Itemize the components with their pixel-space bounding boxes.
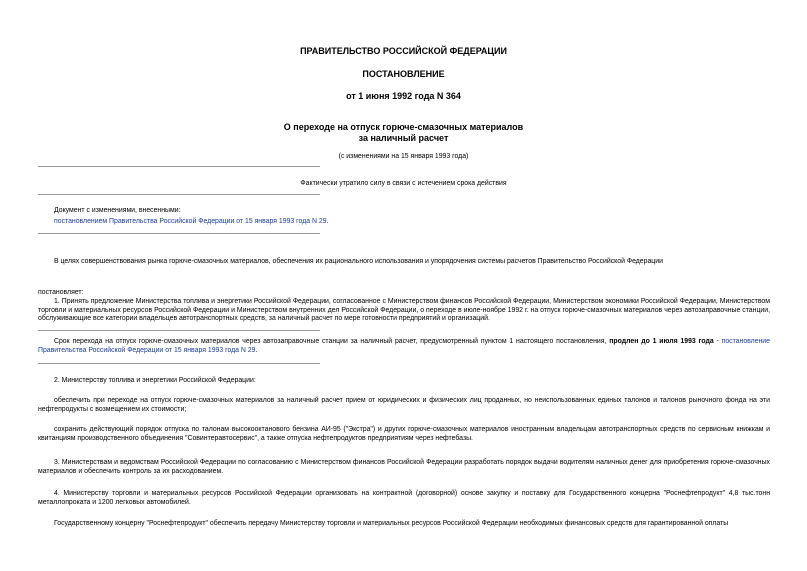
amendment-link[interactable]: постановление Правительства Российской Федерации от 15 января 1993 года N 29 (38, 338, 770, 354)
paragraph-3: 3. Министерствам и ведомствам Российской Федерации по согласованию с Министерством финансов Российской Федерации разработать порядок выдачи водителям наличных денег для приобретения горюче-смазочных материалов и обеспечить контроль за их расходованием. (38, 459, 770, 475)
paragraph-4b: Государственному концерну "Роснефтепродукт" обеспечить передачу Министерству торговли и материальных ресурсов Российской Федерации необходимых финансовых средств для гарантированной оплаты (54, 520, 729, 527)
amendments-note: (с изменениями на 15 января 1993 года) (338, 153, 469, 160)
preamble: В целях совершенствования рынка горюче-смазочных материалов, обеспечения их рационального использования и упорядочения системы расчетов Правительство Российской Федерации (54, 258, 663, 265)
divider (38, 363, 320, 364)
changes-label: Документ с изменениями, внесенными: (54, 207, 181, 214)
paragraph-1: 1. Принять предложение Министерства топлива и энергетики Российской Федерации, согласованное с Министерством финансов Российской Федерации, Министерством экономики Российской Федерации, Министерством торговли и материальных ресурсов Российской Федерации и Министерством внутренних дел Российской Федерации, о переходе в июле-ноябре 1992 г. на отпуск горюче-смазочных материалов через автозаправочные станции, обслуживающие все категории владельцев автотранспортных средств, за наличный расчет по мере готовности предприятий и организаций. (38, 298, 770, 323)
document-date-number: от 1 июня 1992 года N 364 (346, 91, 461, 101)
divider (38, 233, 320, 234)
government-name: ПРАВИТЕЛЬСТВО РОССИЙСКОЙ ФЕДЕРАЦИИ (300, 46, 507, 56)
document-type: ПОСТАНОВЛЕНИЕ (362, 69, 445, 79)
paragraph-2a: обеспечить при переходе на отпуск горюче-смазочных материалов за наличный расчет прием от юридических и физических лиц проданных, но неиспользованных единых талонов и талонов рыночного фонда на эти нефтепродукты с возмещением их стоимости; (38, 397, 770, 413)
status-note: Фактически утратило силу в связи с истечением срока действия (300, 180, 507, 187)
divider (38, 194, 320, 195)
amendment-note: Срок перехода на отпуск горюче-смазочных материалов через автозаправочные станции за наличный расчет, предусмотренный пунктом 1 настоящего постановления, продлен до 1 июля 1993 года - постановление Правительства Российской Федерации от 15 января 1993 года N 29. (38, 338, 770, 354)
document-title-line1: О переходе на отпуск горюче-смазочных материалов (283, 122, 524, 132)
paragraph-2: 2. Министерству топлива и энергетики Российской Федерации: (54, 377, 256, 384)
decree-word: постановляет: (38, 289, 84, 296)
paragraph-2b: сохранить действующий порядок отпуска по талонам высокооктанового бензина АИ-95 ("Экстра") и других горюче-смазочных материалов иностранным владельцам автотранспортных средств по сервисным книжкам и квитанциям производственного объединения "Совинтеравтосервис", а также отпуска нефтепродуктов предприятиям через нефтебазы. (38, 426, 770, 442)
document-title-line2: за наличный расчет (358, 133, 449, 143)
paragraph-4: 4. Министерству торговли и материальных ресурсов Российской Федерации организовать на контрактной (договорной) основе закупку и поставку для Государственного концерна "Роснефтепродукт" 4,8 тыс.тонн металлопроката и 1200 легковых автомобилей. (38, 490, 770, 506)
changes-link[interactable]: постановлением Правительства Российской Федерации от 15 января 1993 года N 29 (54, 218, 327, 225)
divider (38, 330, 320, 331)
changes-reference: постановлением Правительства Российской Федерации от 15 января 1993 года N 29. (54, 218, 329, 225)
divider (38, 166, 320, 167)
